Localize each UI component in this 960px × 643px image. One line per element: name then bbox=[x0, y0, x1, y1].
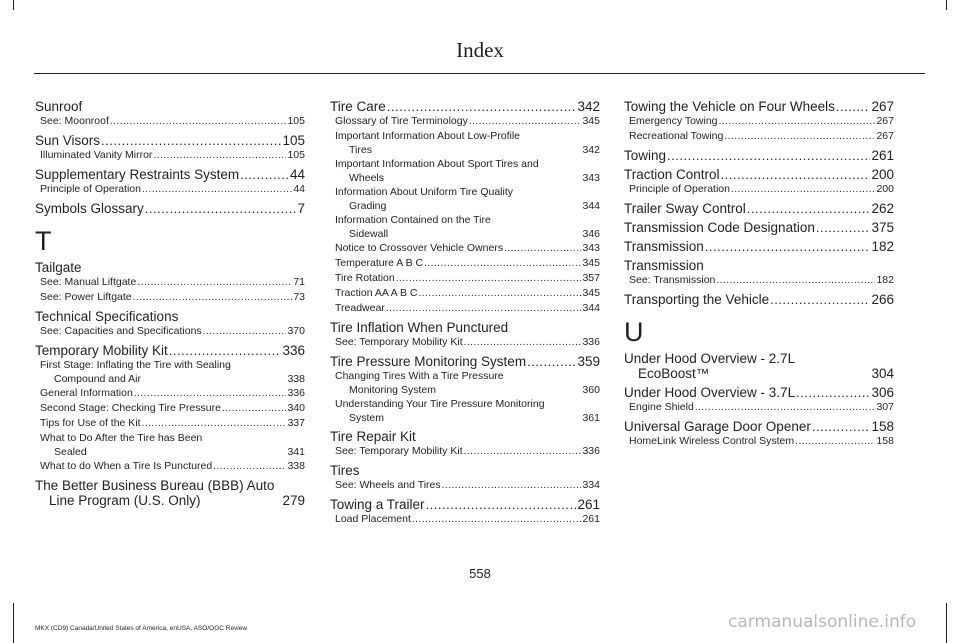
index-entry: Sun Visors ..... 105 bbox=[35, 133, 305, 148]
index-subentry: Illuminated Vanity Mirror ..... 105 bbox=[35, 148, 305, 163]
index-entry: Tire Pressure Monitoring System ..... 359 bbox=[330, 354, 600, 369]
index-subentry: HomeLink Wireless Control System ..... 158 bbox=[624, 434, 894, 449]
index-entry: Transmission ..... 182 bbox=[624, 239, 894, 254]
index-subentry: See: Manual Liftgate ..... 71 bbox=[35, 275, 305, 290]
index-subentry: First Stage: Inflating the Tire with Sealing Compound and Air 338 bbox=[40, 359, 305, 385]
crop-mark-right bbox=[946, 603, 947, 643]
index-entry: Tire Repair Kit bbox=[330, 429, 416, 444]
index-entry: Towing the Vehicle on Four Wheels ..... 267 bbox=[624, 99, 894, 114]
index-subentry: Recreational Towing ..... 267 bbox=[624, 129, 894, 144]
index-entry: The Better Business Bureau (BBB) Auto Line Program (U.S. Only) 279 bbox=[35, 478, 305, 508]
index-subentry: Principle of Operation ..... 200 bbox=[624, 182, 894, 197]
index-entry: Under Hood Overview - 3.7L ..... 306 bbox=[624, 385, 894, 400]
header-rule bbox=[34, 73, 925, 74]
index-entry: Towing a Trailer ..... 261 bbox=[330, 497, 600, 512]
index-entry: Trailer Sway Control ..... 262 bbox=[624, 201, 894, 216]
index-subentry: General Information ..... 336 bbox=[35, 386, 305, 401]
index-subentry: Emergency Towing ..... 267 bbox=[624, 114, 894, 129]
index-subentry: Information Contained on the Tire Sidewall 346 bbox=[335, 214, 600, 240]
index-subentry: See: Temporary Mobility Kit ..... 336 bbox=[330, 444, 600, 459]
index-subentry: Second Stage: Checking Tire Pressure ..... 340 bbox=[35, 401, 305, 416]
section-letter: U bbox=[624, 317, 644, 347]
index-subentry: Important Information About Sport Tires and Wheels 343 bbox=[335, 158, 600, 184]
index-entry: Tailgate bbox=[35, 260, 82, 275]
index-subentry: Traction AA A B C ..... 345 bbox=[330, 286, 600, 301]
index-subentry: Load Placement ..... 261 bbox=[330, 512, 600, 527]
index-subentry: Glossary of Tire Terminology ..... 345 bbox=[330, 114, 600, 129]
index-subentry: Tips for Use of the Kit ..... 337 bbox=[35, 416, 305, 431]
watermark: carmanualsonline.info bbox=[728, 612, 917, 632]
index-entry: Transporting the Vehicle ..... 266 bbox=[624, 292, 894, 307]
index-subentry: What to Do After the Tire has Been Sealed 341 bbox=[40, 432, 305, 458]
index-subentry: Engine Shield ..... 307 bbox=[624, 400, 894, 415]
index-entry: Sunroof bbox=[35, 99, 83, 114]
index-entry: Tires bbox=[330, 463, 360, 478]
index-column-2 bbox=[330, 95, 600, 527]
index-subentry: See: Capacities and Specifications ..... 370 bbox=[35, 324, 305, 339]
index-entry: Symbols Glossary ..... 7 bbox=[35, 201, 305, 216]
index-entry: Technical Specifications bbox=[35, 309, 179, 324]
crop-mark-top-left bbox=[13, 0, 14, 10]
page-title: Index bbox=[456, 38, 504, 62]
index-subentry: Principle of Operation ..... 44 bbox=[35, 182, 305, 197]
section-letter: T bbox=[35, 226, 52, 256]
index-entry: Under Hood Overview - 2.7L EcoBoost™ 304 bbox=[624, 351, 894, 381]
index-subentry: Information About Uniform Tire Quality Grading 344 bbox=[335, 186, 600, 212]
index-entry: Supplementary Restraints System ..... 44 bbox=[35, 167, 305, 182]
index-subentry: Temperature A B C ..... 345 bbox=[330, 256, 600, 271]
index-subentry: Notice to Crossover Vehicle Owners ..... 343 bbox=[330, 241, 600, 256]
index-subentry: See: Wheels and Tires ..... 334 bbox=[330, 478, 600, 493]
index-subentry: Important Information About Low-Profile Tires 342 bbox=[335, 130, 600, 156]
index-subentry: Tire Rotation ..... 357 bbox=[330, 271, 600, 286]
index-entry: Temporary Mobility Kit ..... 336 bbox=[35, 343, 305, 358]
index-entry: Transmission Code Designation ..... 375 bbox=[624, 220, 894, 235]
index-subentry: See: Moonroof ..... 105 bbox=[35, 114, 305, 129]
index-subentry: Changing Tires With a Tire Pressure Monitoring System 360 bbox=[335, 370, 600, 396]
index-subentry: See: Power Liftgate ..... 73 bbox=[35, 290, 305, 305]
index-subentry: See: Transmission ..... 182 bbox=[624, 273, 894, 288]
index-entry: Tire Inflation When Punctured bbox=[330, 320, 509, 335]
crop-mark-left bbox=[13, 603, 14, 643]
index-subentry: What to do When a Tire Is Punctured ..... 338 bbox=[35, 459, 305, 474]
index-column-1 bbox=[35, 95, 305, 508]
index-column-3 bbox=[624, 95, 894, 449]
index-entry: Transmission bbox=[624, 258, 704, 273]
index-entry: Traction Control ..... 200 bbox=[624, 167, 894, 182]
footer-text: MKX (CD9) Canada/United States of America, enUSA, ASO/OGC Review bbox=[35, 625, 248, 632]
crop-mark-top-right bbox=[946, 0, 947, 10]
index-entry: Tire Care ..... 342 bbox=[330, 99, 600, 114]
index-subentry: See: Temporary Mobility Kit ..... 336 bbox=[330, 335, 600, 350]
index-subentry: Treadwear ..... 344 bbox=[330, 301, 600, 316]
index-entry: Universal Garage Door Opener ..... 158 bbox=[624, 419, 894, 434]
index-subentry: Understanding Your Tire Pressure Monitoring System 361 bbox=[335, 398, 600, 424]
index-entry: Towing ..... 261 bbox=[624, 148, 894, 163]
page-number: 558 bbox=[469, 566, 491, 581]
